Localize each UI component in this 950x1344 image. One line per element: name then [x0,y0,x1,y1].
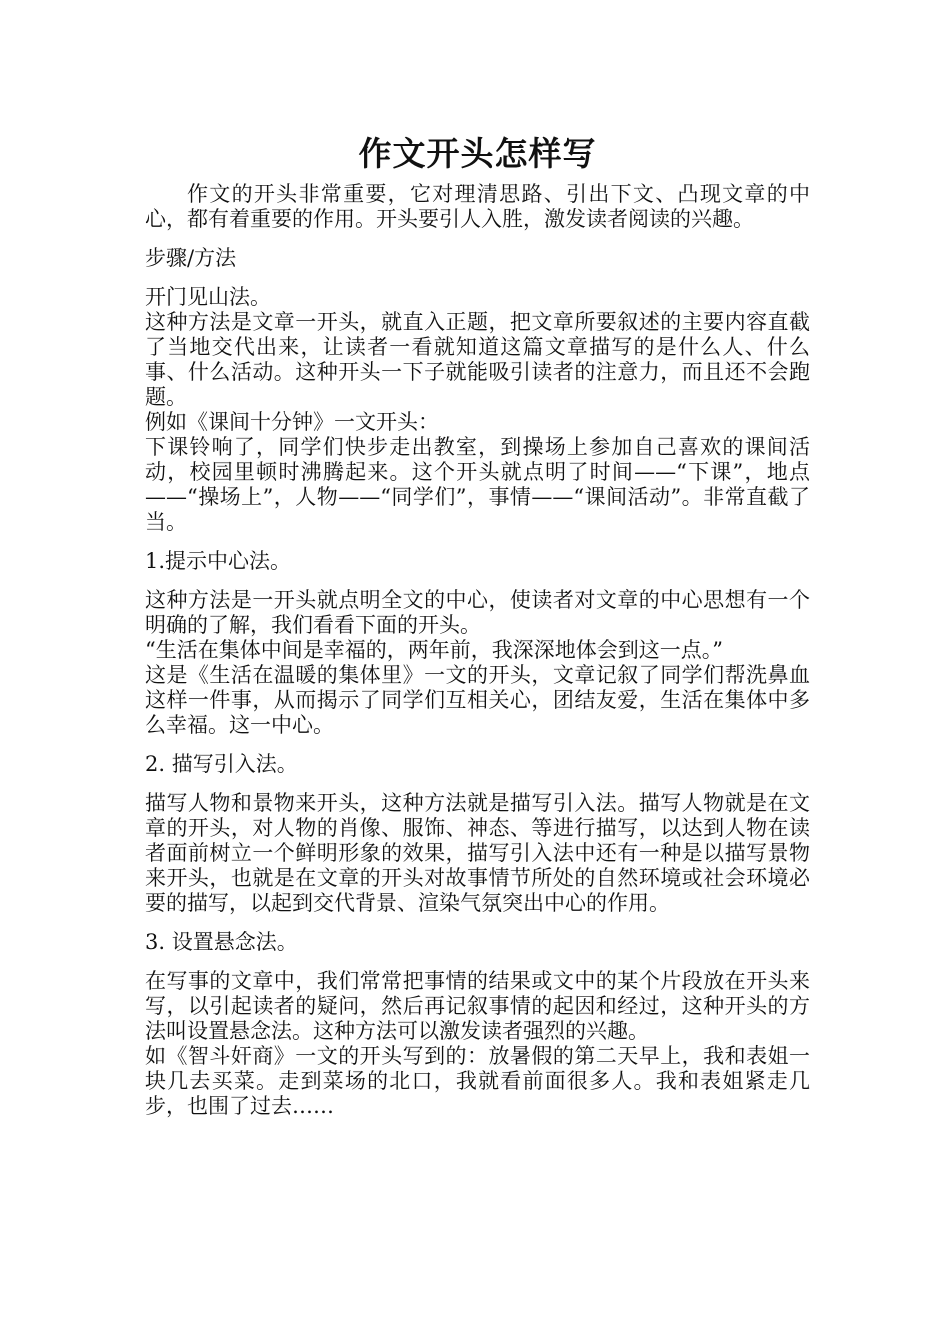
example-suspense: 如《智斗奸商》一文的开头写到的：放暑假的第二天早上，我和表姐一块几去买菜。走到菜场的北口，我就看前面很多人。我和表姐紧走几步，也围了过去…… [145,1044,810,1118]
document-title: 作文开头怎样写 [358,134,597,173]
method-heading-describe: 2. 描写引入法。 [145,752,298,776]
method-heading-suspense: 3. 设置悬念法。 [145,930,298,954]
explain-center: 这是《生活在温暖的集体里》一文的开头，文章记叙了同学们帮洗鼻血这样一件事，从而揭示了同学们互相关心，团结友爱，生活在集体中多么幸福。这一中心。 [145,663,810,737]
method-heading-center: 1.提示中心法。 [145,549,292,573]
method-desc-suspense: 在写事的文章中，我们常常把事情的结果或文中的某个片段放在开头来写，以引起读者的疑问，然后再记叙事情的起因和经过，这种开头的方法叫设置悬念法。这种方法可以激发读者强烈的兴趣。 [145,969,810,1043]
intro-paragraph: 作文的开头非常重要，它对理清思路、引出下文、凸现文章的中心，都有着重要的作用。开头要引人入胜，激发读者阅读的兴趣。 [145,182,810,231]
document-page [145,120,810,1119]
example-intro-direct: 例如《课间十分钟》一文开头： [145,410,439,434]
steps-label: 步骤/方法 [145,246,237,270]
example-direct: 下课铃响了，同学们快步走出教室，到操场上参加自己喜欢的课间活动，校园里顿时沸腾起来。这个开头就点明了时间——“下课”，地点——“操场上”，人物——“同学们”，事情——“课间活动”。非常直截了当。 [145,435,810,534]
method-heading-direct: 开门见山法。 [145,285,271,309]
method-desc-describe: 描写人物和景物来开头，这种方法就是描写引入法。描写人物就是在文章的开头，对人物的肖像、服饰、神态、等进行描写，以达到人物在读者面前树立一个鲜明形象的效果，描写引入法中还有一种是以描写景物来开头，也就是在文章的开头对故事情节所处的自然环境或社会环境必要的描写，以起到交代背景、渲染气氛突出中心的作用。 [145,791,810,915]
quote-center: “生活在集体中间是幸福的，两年前，我深深地体会到这一点。” [145,638,723,662]
method-desc-center: 这种方法是一开头就点明全文的中心，使读者对文章的中心思想有一个明确的了解，我们看看下面的开头。 [145,588,810,637]
method-desc-direct: 这种方法是文章一开头，就直入正题，把文章所要叙述的主要内容直截了当地交代出来，让读者一看就知道这篇文章描写的是什么人、什么事、什么活动。这种开头一下子就能吸引读者的注意力，而且还不会跑题。 [145,310,810,409]
